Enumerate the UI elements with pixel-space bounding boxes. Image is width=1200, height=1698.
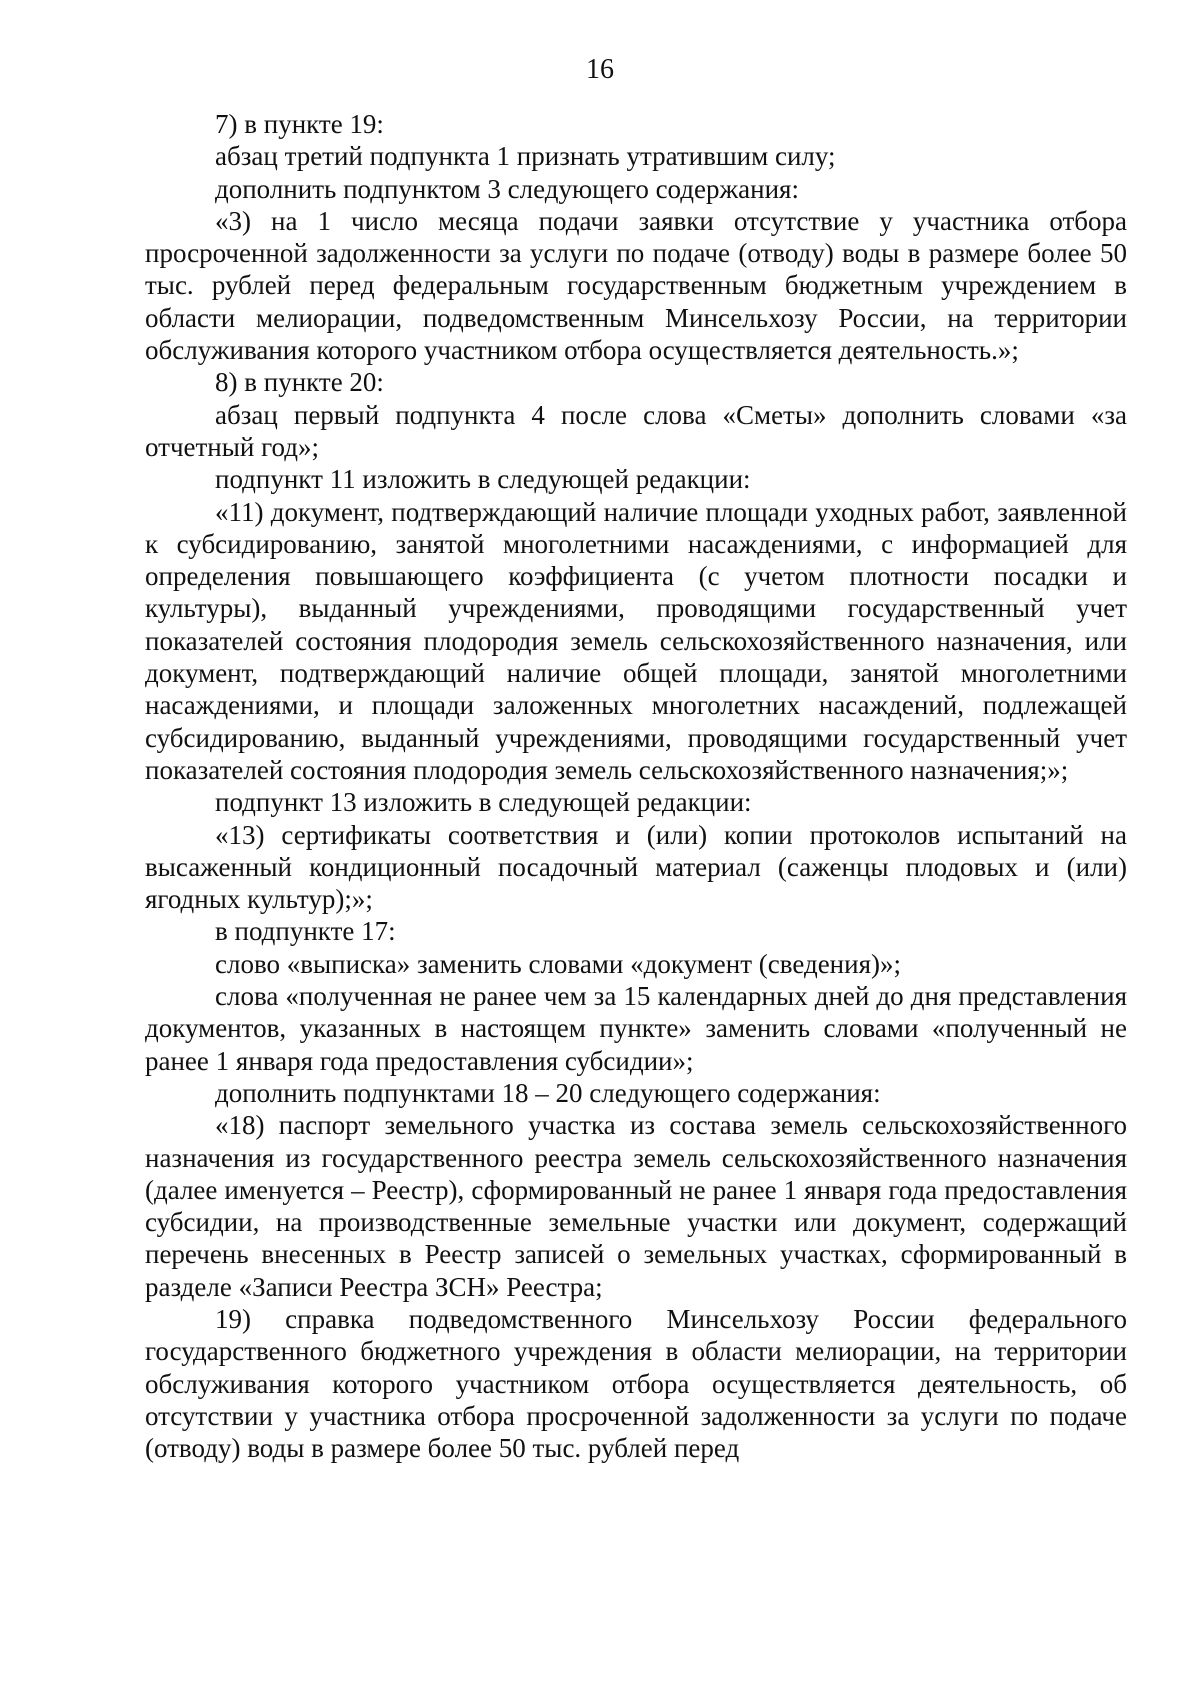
paragraph: 7) в пункте 19:: [215, 109, 384, 139]
paragraph: абзац третий подпункта 1 признать утратившим силу;: [215, 141, 836, 172]
paragraph: абзац первый подпункта 4 после слова «Сметы» дополнить словами «за отчетный год»;: [145, 399, 1127, 462]
paragraph: 8) в пункте 20:: [215, 367, 384, 398]
paragraph: в подпункте 17:: [215, 916, 396, 947]
paragraph: дополнить подпунктом 3 следующего содержания:: [215, 173, 799, 204]
paragraph: 19) справка подведомственного Минсельхозу России федерального государственного бюджетного учреждения в области мелиорации, на территории обслуживания которого участником отбора осуществляется деятельность, об отсутствии у участника отбора просроченной задолженности за услуги по подаче (отводу) воды в размере более 50 тыс. рублей перед: [145, 1303, 1127, 1464]
document-body: [145, 108, 1127, 1464]
paragraph: подпункт 13 изложить в следующей редакции:: [215, 787, 752, 818]
paragraph: слово «выписка» заменить словами «документ (сведения)»;: [215, 948, 901, 979]
paragraph: «18) паспорт земельного участка из состава земель сельскохозяйственного назначения из государственного реестра земель сельскохозяйственного назначения (далее именуется – Реестр), сформированный не ранее 1 января года предоставления субсидии, на производственные земельные участки или документ, содержащий перечень внесенных в Реестр записей о земельных участках, сформированный в разделе «Записи Реестра ЗСН» Реестра;: [145, 1110, 1127, 1302]
paragraph: «13) сертификаты соответствия и (или) копии протоколов испытаний на высаженный кондиционный посадочный материал (саженцы плодовых и (или) ягодных культур);»;: [145, 819, 1127, 915]
paragraph: «3) на 1 число месяца подачи заявки отсутствие у участника отбора просроченной задолженности за услуги по подаче (отводу) воды в размере более 50 тыс. рублей перед федеральным государственным бюджетным учреждением в области мелиорации, подведомственным Минсельхозу России, на территории обслуживания которого участником отбора осуществляется деятельность.»;: [145, 205, 1127, 366]
paragraph: подпункт 11 изложить в следующей редакции:: [215, 464, 751, 495]
paragraph: «11) документ, подтверждающий наличие площади уходных работ, заявленной к субсидированию, занятой многолетними насаждениями, с информацией для определения повышающего коэффициента (с учетом плотности посадки и культуры), выданный учреждениями, проводящими государственный учет показателей состояния плодородия земель сельскохозяйственного назначения, или документ, подтверждающий наличие общей площади, занятой многолетними насаждениями, и площади заложенных многолетних насаждений, подлежащей субсидированию, выданный учреждениями, проводящими государственный учет показателей состояния плодородия земель сельскохозяйственного назначения;»;: [145, 496, 1127, 785]
paragraph: слова «полученная не ранее чем за 15 календарных дней до дня представления документов, указанных в настоящем пункте» заменить словами «полученный не ранее 1 января года предоставления субсидии»;: [145, 981, 1127, 1076]
page-number: 16: [586, 54, 614, 85]
paragraph: дополнить подпунктами 18 – 20 следующего содержания:: [215, 1077, 881, 1108]
